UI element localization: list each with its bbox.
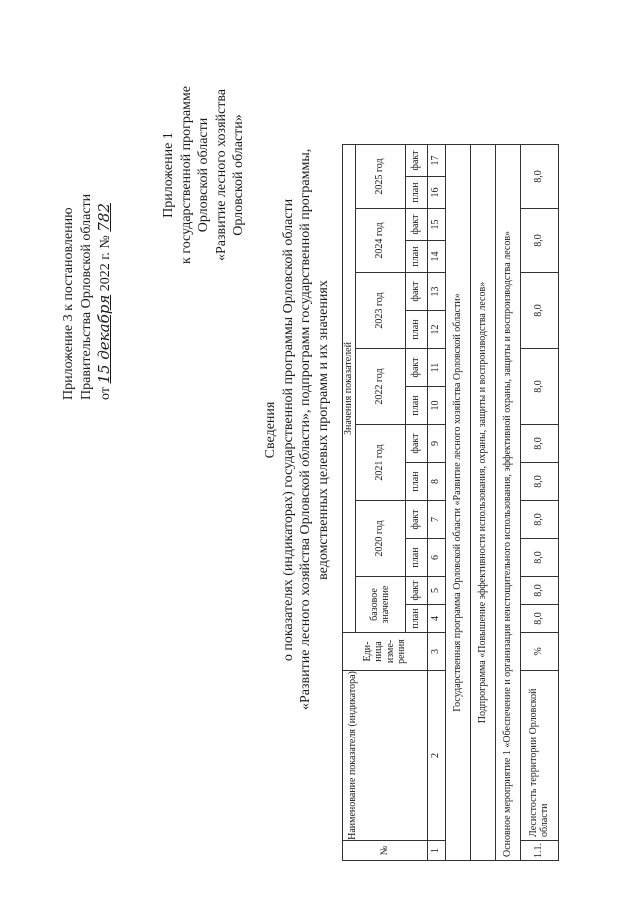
title-line-1: Сведения [263,401,278,459]
value-cell: 8,0 [520,577,558,605]
header-year-2020: 2020 год [355,501,405,577]
value-cell: 8,0 [520,539,558,577]
row-unit: % [520,633,558,671]
value-cell: 8,0 [520,349,558,425]
header-fact: факт [405,349,427,387]
section-subprogram: Подпрограмма «Повышение эффективности использования, охраны, защиты и воспроизводства лесов» [470,145,495,861]
sub-appendix-header [160,55,248,295]
col-number: 14 [427,241,445,273]
header-plan: план [405,311,427,349]
col-number: 1 [427,841,445,861]
header-plan: план [405,463,427,501]
header-year-2025: 2025 год [355,145,405,209]
appendix-line-2: Правительства Орловской области [78,193,94,400]
col-number: 16 [427,177,445,209]
header-plan: план [405,539,427,577]
header-base: базовое значение [355,577,405,633]
col-number: 2 [427,671,445,841]
header-unit: Еди-ница изме-рения [343,633,428,671]
header-fact: факт [405,145,427,177]
row-name: Лесистость территории Орловской области [520,671,558,841]
header-plan: план [405,177,427,209]
value-cell: 8,0 [520,209,558,273]
appendix-date-line [95,70,115,400]
sub-appendix-line-2: к государственной программе [178,86,194,264]
value-cell: 8,0 [520,605,558,633]
value-cell: 8,0 [520,145,558,209]
sub-appendix-line-5: Орловской области» [231,114,246,236]
col-number: 12 [427,311,445,349]
header-year-2022: 2022 год [355,349,405,425]
value-cell: 8,0 [520,501,558,539]
appendix-header [60,70,115,400]
date-prefix: от [98,387,113,400]
col-number: 3 [427,633,445,671]
header-year-2023: 2023 год [355,273,405,349]
row-no: 1.1. [520,841,558,861]
col-number: 8 [427,463,445,501]
section-program: Государственная программа Орловской области «Развитие лесного хозяйства Орловской области» [445,145,470,861]
section-measure: Основное мероприятие 1 «Обеспечение и организация неистощительного использования, эффективной охраны, защиты и воспроизводства лесов» [495,145,520,861]
date-year: 2022 г. № [98,235,113,292]
header-plan: план [405,387,427,425]
document-title [262,150,332,710]
header-fact: факт [405,501,427,539]
title-line-3: «Развитие лесного хозяйства Орловской области», подпрограмм государственной программы, [298,148,313,710]
value-cell: 8,0 [520,273,558,349]
col-number: 9 [427,425,445,463]
header-fact: факт [405,209,427,241]
header-no: № [343,841,428,861]
doc-number: 782 [95,203,113,232]
header-fact: факт [405,425,427,463]
col-number: 15 [427,209,445,241]
col-number: 11 [427,349,445,387]
col-number: 17 [427,145,445,177]
col-number: 7 [427,501,445,539]
header-plan: план [405,241,427,273]
header-fact: факт [405,273,427,311]
value-cell: 8,0 [520,463,558,501]
col-number: 6 [427,539,445,577]
title-line-2: о показателях (индикаторах) государственной программы Орловской области [280,198,296,662]
col-number: 5 [427,577,445,605]
title-line-4: ведомственных целевых программ и их значениях [315,280,331,580]
col-number: 13 [427,273,445,311]
header-year-2021: 2021 год [355,425,405,501]
header-values: Значения показателей [343,145,356,633]
indicators-table [342,144,559,861]
header-fact: факт [405,577,427,605]
date-day: 15 декабря [95,294,113,384]
col-number: 10 [427,387,445,425]
appendix-line-1: Приложение 3 к постановлению [61,207,76,400]
header-name: Наименование показателя (индикатора) [343,671,428,841]
sub-appendix-line-3: Орловской области [196,117,211,233]
header-year-2024: 2024 год [355,209,405,273]
col-number: 4 [427,605,445,633]
sub-appendix-line-4: «Развитие лесного хозяйства [213,89,229,262]
header-plan: план [405,605,427,633]
sub-appendix-line-1: Приложение 1 [161,132,176,218]
value-cell: 8,0 [520,425,558,463]
